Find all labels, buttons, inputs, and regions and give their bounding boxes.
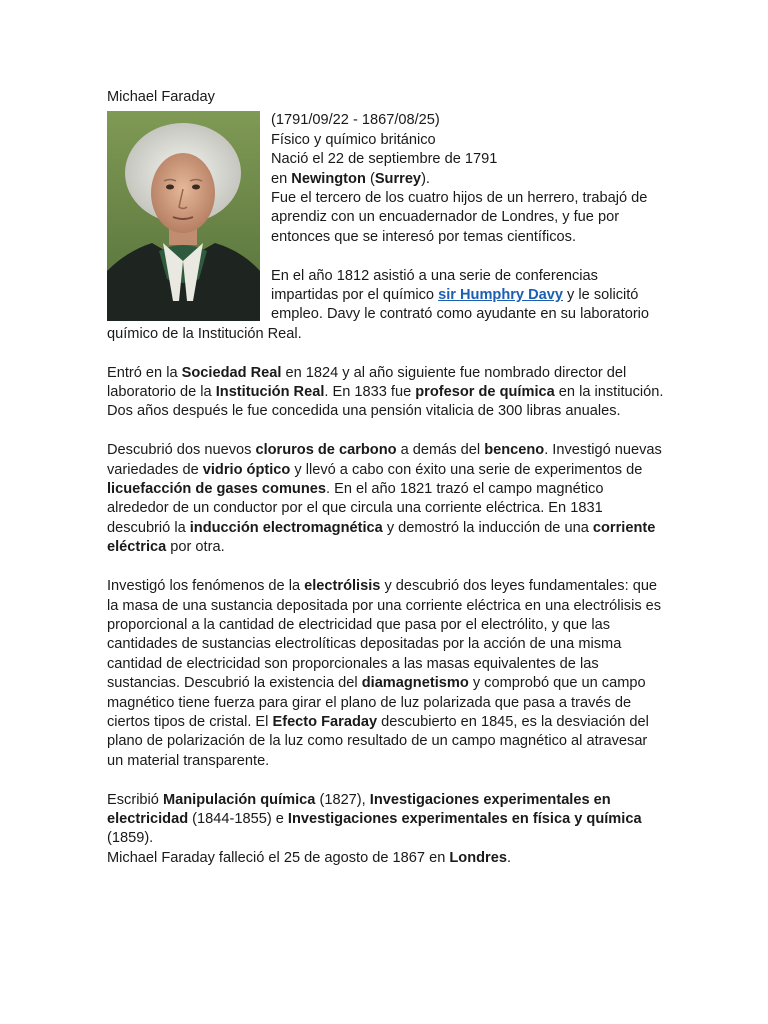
- bold-term: Institución Real: [215, 384, 325, 401]
- humphry-davy-link[interactable]: sir Humphry Davy: [438, 287, 563, 304]
- text-segment: y descubrió dos leyes fundamentales: que la masa de una sustancia depositada por una corriente eléctrica en una electrólisis es proporcional a la cantidad de electricidad que pasa por el electrólito, y que las cantidades de sustancias electrolíticas depositadas por la acción de una misma cantidad de electricidad son proporcionales a las masas equivalentes de las sustancias. Descubrió la existencia del: [107, 578, 662, 692]
- text-segment: por otra.: [166, 539, 225, 556]
- text-segment: (1859).: [107, 830, 154, 847]
- bold-term: Sociedad Real: [181, 364, 282, 381]
- bold-term: Londres: [449, 849, 507, 866]
- text-segment: . En 1833 fue: [324, 384, 416, 401]
- text-segment: descubierto en 1845, es la desviación del plano de polarización de la luz como resultado de un campo magnético al atravesar un material transparente.: [107, 713, 649, 769]
- text-segment: y demostró la inducción de una: [382, 519, 593, 536]
- portrait-image: [107, 111, 260, 321]
- text-segment: En el año 1812 asistió a una serie de conferencias impartidas por el químico: [271, 267, 598, 304]
- text-segment: ).: [421, 170, 430, 187]
- bold-term: Efecto Faraday: [272, 713, 378, 730]
- bold-term: electrólisis: [304, 578, 381, 595]
- surrey-bold: Surrey: [374, 170, 422, 187]
- bold-term: licuefacción de gases comunes: [107, 481, 326, 498]
- text-segment: a demás del: [396, 442, 485, 459]
- life-dates: (1791/09/22 - 1867/08/25): [271, 112, 440, 129]
- text-segment: Michael Faraday falleció el 25 de agosto de 1867 en: [107, 849, 450, 866]
- early-life: Fue el tercero de los cuatro hijos de un herrero, trabajó de aprendiz con un encuadernador de Londres, y fue por entonces que se interesó por temas científicos.: [271, 190, 648, 245]
- bold-term: cloruros de carbono: [255, 442, 397, 459]
- text-segment: . En el año 1821 trazó el campo magnético alrededor de un conductor por el que circula una corriente eléctrica. En 1831 descubrió la: [107, 481, 604, 536]
- birth-date: Nació el 22 de septiembre de 1791: [271, 151, 498, 168]
- paragraph-electrolysis: [107, 577, 667, 771]
- newington-bold: Newington: [291, 170, 366, 187]
- text-segment: y comprobó que un campo magnético tiene fuerza para girar el plano de luz polarizada que pasa a través de ciertos tipos de cristal. El: [107, 675, 646, 730]
- text-segment: en: [271, 170, 292, 187]
- text-segment: Investigó los fenómenos de la: [107, 578, 305, 595]
- paragraph-royal-society: [107, 364, 667, 422]
- text-segment: Descubrió dos nuevos: [107, 442, 256, 459]
- text-segment: y le solicitó empleo. Davy le contrató como ayudante en su laboratorio químico de la Institución Real.: [107, 287, 650, 342]
- bold-term: Investigaciones experimentales en electricidad: [107, 791, 611, 827]
- bold-term: benceno: [484, 442, 545, 459]
- text-segment: . Investigó nuevas variedades de: [107, 442, 662, 478]
- bold-term: profesor de química: [415, 384, 555, 401]
- paragraph-discoveries: [107, 441, 667, 557]
- text-segment: Entró en la: [107, 364, 182, 381]
- text-segment: .: [506, 849, 512, 866]
- text-segment: Escribió: [107, 791, 163, 808]
- paragraph-death: [107, 849, 667, 868]
- document-title: Michael Faraday: [107, 89, 215, 105]
- bold-term: vidrio óptico: [202, 461, 291, 478]
- text-segment: y llevó a cabo con éxito una serie de experimentos de: [290, 461, 643, 478]
- text-segment: en la institución. Dos años después le fue concedida una pensión vitalicia de 300 libras anuales.: [107, 384, 664, 420]
- text-segment: en 1824 y al año siguiente fue nombrado director del laboratorio de la: [107, 364, 627, 401]
- bold-term: corriente eléctrica: [107, 519, 656, 556]
- bold-term: diamagnetismo: [361, 675, 469, 692]
- article-body: [107, 88, 667, 868]
- text-segment: (: [365, 170, 375, 187]
- bold-term: inducción electromagnética: [189, 519, 383, 536]
- profession: Físico y químico británico: [271, 131, 436, 148]
- paragraph-publications: [107, 791, 667, 849]
- bold-term: Investigaciones experimentales en física y química: [287, 810, 642, 827]
- bold-term: Manipulación química: [162, 791, 316, 808]
- text-segment: (1844-1855) e: [188, 810, 288, 827]
- text-segment: (1827),: [315, 791, 370, 808]
